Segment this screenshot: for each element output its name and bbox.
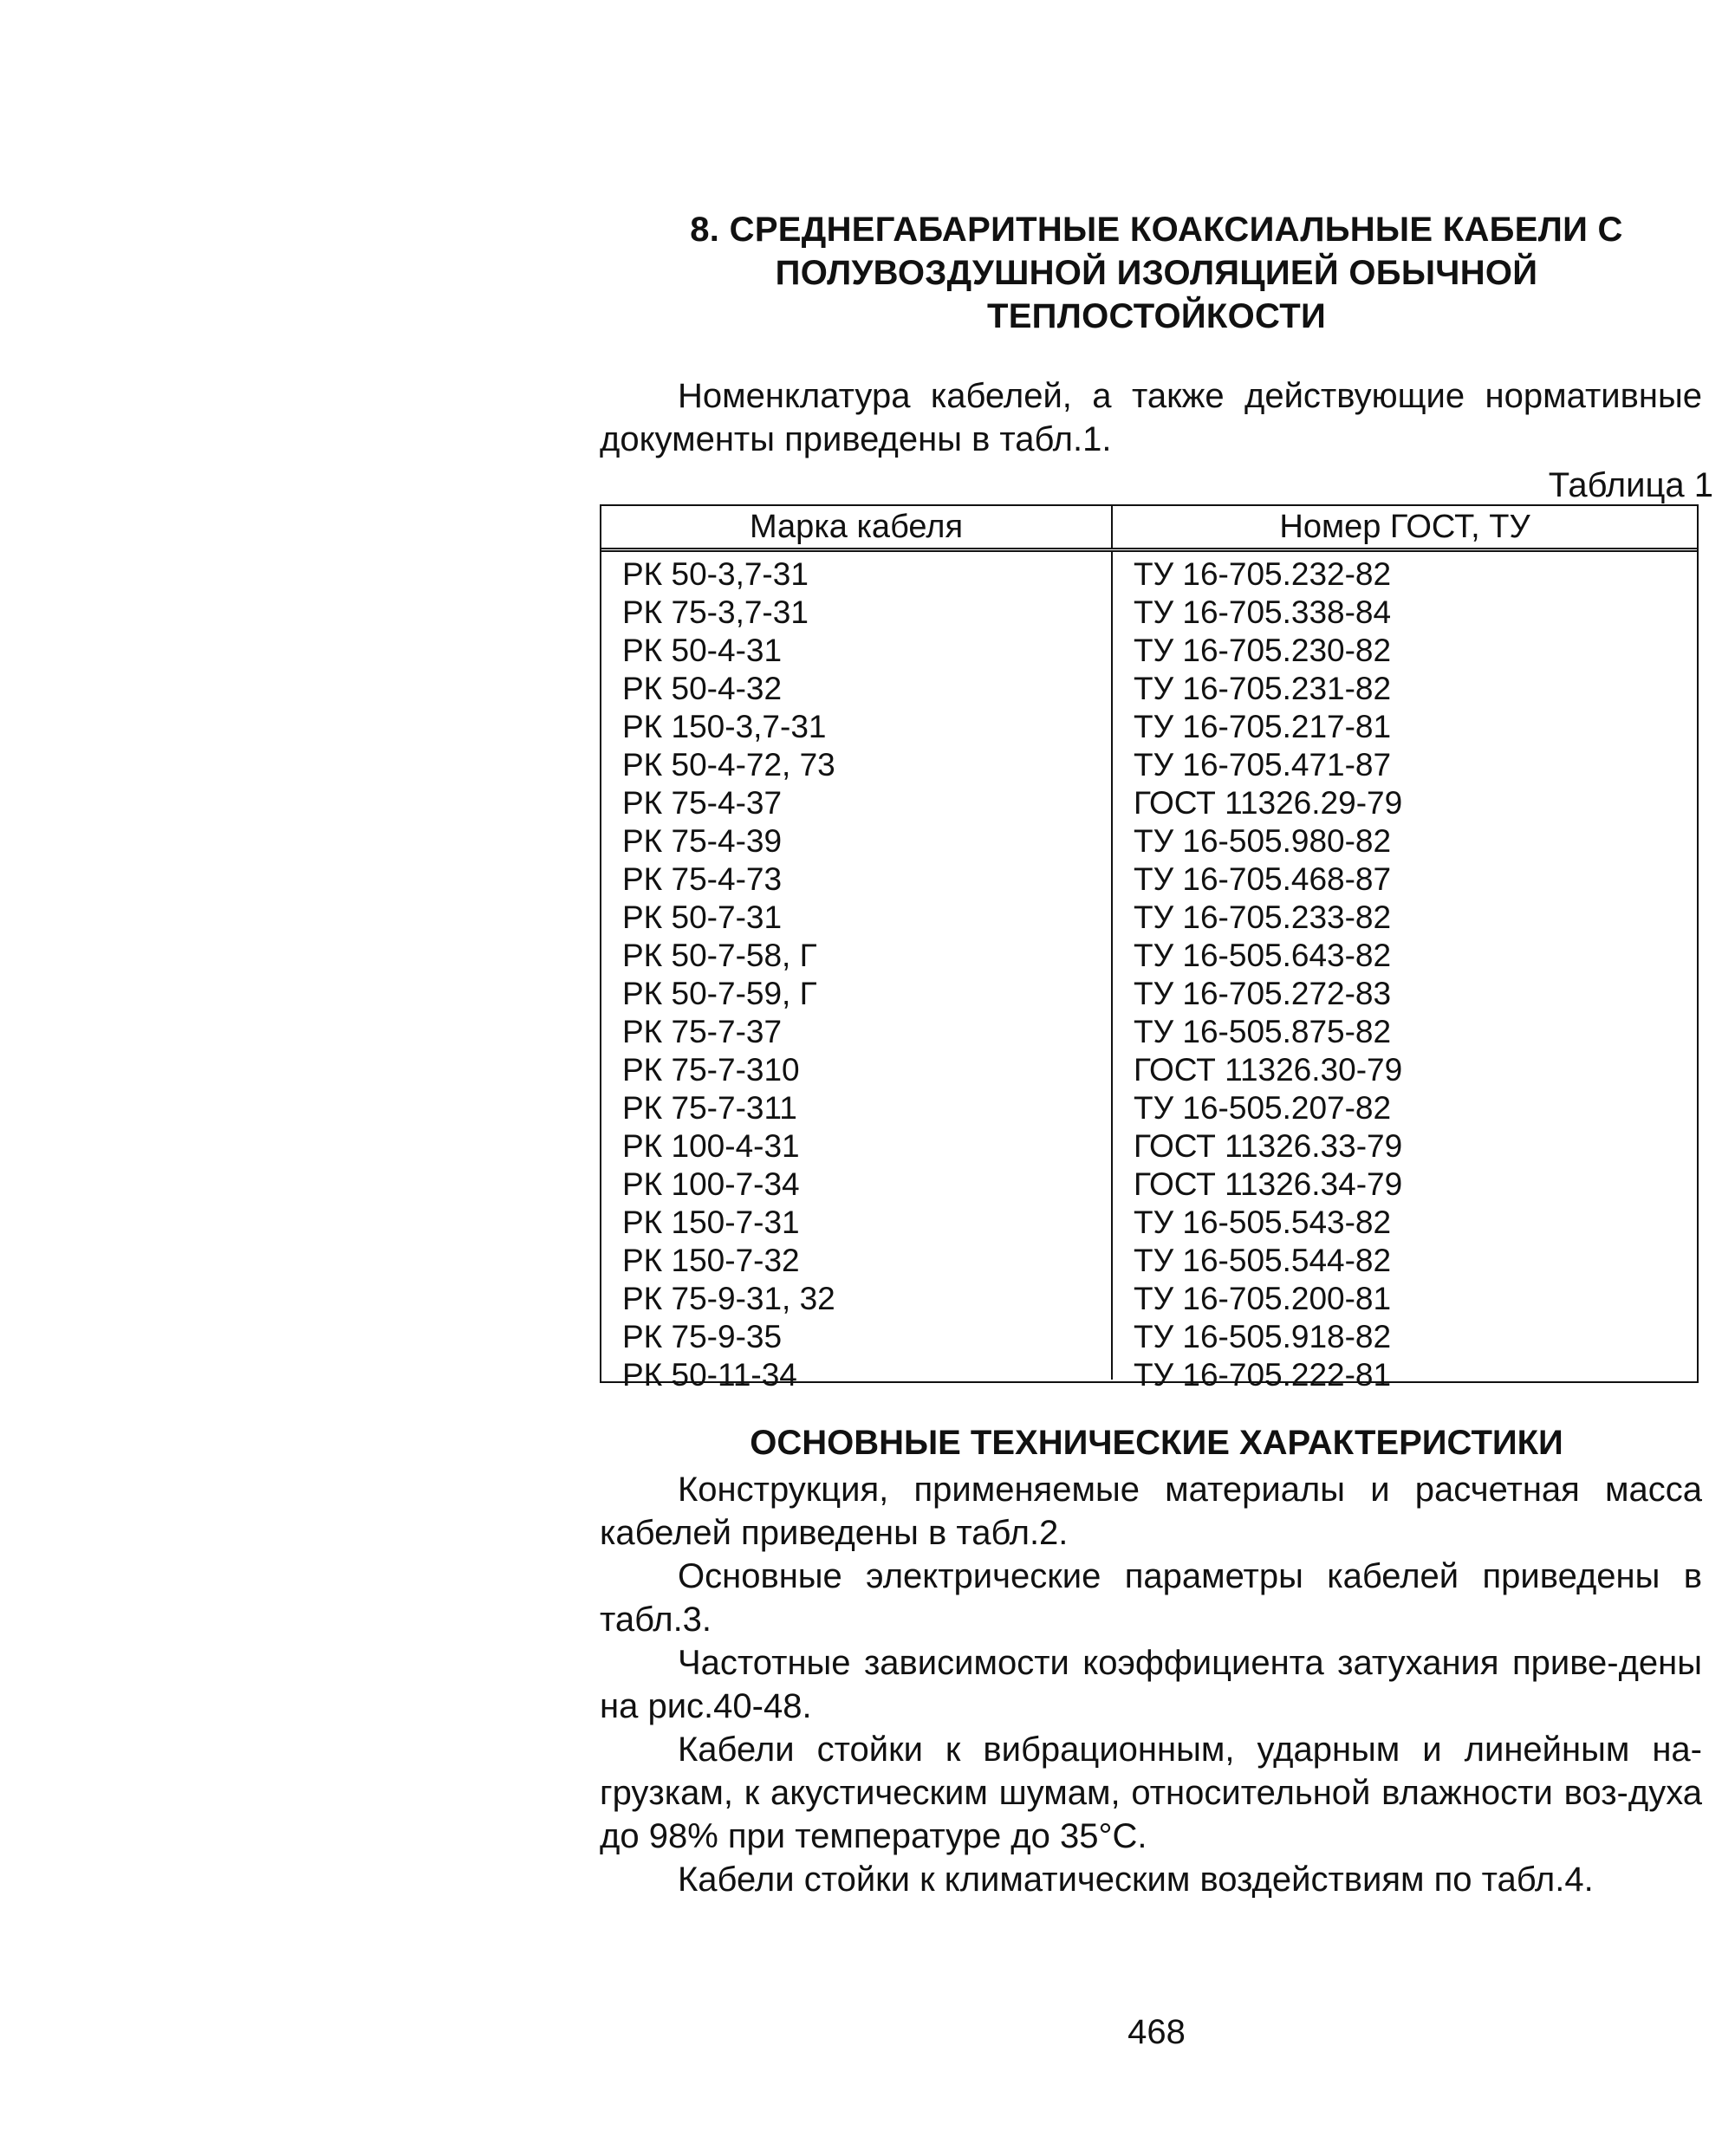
table-cell-brand: РК 75-4-39	[622, 823, 783, 859]
table-cell-brand: РК 75-9-31, 32	[622, 1281, 835, 1316]
table-cell-standard: ТУ 16-705.471-87	[1134, 747, 1392, 783]
table-cell-standard: ТУ 16-505.918-82	[1134, 1319, 1392, 1354]
table-body	[601, 552, 1697, 1393]
table-cell-standard: ТУ 16-705.217-81	[1134, 709, 1392, 744]
column-header-standard: Номер ГОСТ, ТУ	[1279, 509, 1530, 545]
table-header	[601, 506, 1697, 552]
table-cell-brand: РК 100-4-31	[622, 1128, 800, 1164]
table-cell-standard: ТУ 16-705.200-81	[1134, 1281, 1392, 1316]
table-cell-brand: РК 75-4-37	[622, 785, 783, 821]
page-number: 468	[1127, 2013, 1186, 2051]
table-cell-standard: ТУ 16-705.233-82	[1134, 899, 1392, 935]
table-cell-standard: ГОСТ 11326.34-79	[1134, 1166, 1403, 1202]
table-cell-standard: ГОСТ 11326.30-79	[1134, 1052, 1403, 1088]
table-cell-brand: РК 75-7-310	[622, 1052, 800, 1088]
chapter-title-line: ТЕПЛОСТОЙКОСТИ	[986, 297, 1327, 335]
chapter-title	[600, 208, 1713, 338]
body-paragraph: Кабели стойки к климатическим воздействиям по табл.4.	[678, 1861, 1594, 1899]
table-cell-standard: ТУ 16-705.231-82	[1134, 671, 1392, 706]
table-cell-brand: РК 75-7-37	[622, 1014, 783, 1049]
table-cell-brand: РК 75-4-73	[622, 861, 783, 897]
column-header-brand: Марка кабеля	[601, 506, 1113, 548]
intro-paragraph: Номенклатура кабелей, а также действующие нормативные документы приведены в табл.1.	[600, 377, 1702, 458]
body-paragraph: Кабели стойки к вибрационным, ударным и линейным на-грузкам, к акустическим шумам, относительной влажности воз-духа до 98% при температуре до 35°С.	[600, 1731, 1702, 1855]
chapter-title-line: ПОЛУВОЗДУШНОЙ ИЗОЛЯЦИЕЙ ОБЫЧНОЙ	[775, 254, 1538, 292]
section-body	[600, 1468, 1702, 1901]
table-cell-standard: ТУ 16-705.232-82	[1134, 556, 1392, 592]
table-cell-standard: ГОСТ 11326.33-79	[1134, 1128, 1403, 1164]
table-cell-standard: ТУ 16-505.543-82	[1134, 1205, 1392, 1240]
table-cell-standard: ТУ 16-505.980-82	[1134, 823, 1392, 859]
table-cell-brand: РК 50-7-31	[622, 899, 783, 935]
table-cell-brand: РК 150-3,7-31	[622, 709, 827, 744]
table-cell-brand: РК 50-7-58, Г	[622, 938, 817, 973]
body-paragraph: Частотные зависимости коэффициента затухания приве-дены на рис.40-48.	[600, 1644, 1702, 1725]
table-cell-brand: РК 100-7-34	[622, 1166, 800, 1202]
cable-table	[600, 504, 1699, 1393]
table-cell-brand: РК 50-11-34	[622, 1357, 797, 1393]
table-cell-standard: ТУ 16-505.875-82	[1134, 1014, 1392, 1049]
table-cell-standard: ТУ 16-505.207-82	[1134, 1090, 1392, 1126]
standard-column	[1113, 552, 1697, 1393]
table-cell-standard: ТУ 16-505.544-82	[1134, 1243, 1392, 1278]
table-cell-brand: РК 50-3,7-31	[622, 556, 809, 592]
table-cell-standard: ТУ 16-705.272-83	[1134, 976, 1392, 1011]
table-cell-standard: ТУ 16-705.222-81	[1134, 1357, 1392, 1393]
table-cell-standard: ТУ 16-705.338-84	[1134, 594, 1392, 630]
body-paragraph: Конструкция, применяемые материалы и расчетная масса кабелей приведены в табл.2.	[600, 1471, 1702, 1552]
table-cell-standard: ТУ 16-505.643-82	[1134, 938, 1392, 973]
table-cell-standard: ТУ 16-705.230-82	[1134, 633, 1392, 668]
table-cell-brand: РК 50-7-59, Г	[622, 976, 817, 1011]
table-cell-brand: РК 50-4-31	[622, 633, 783, 668]
table-cell-brand: РК 75-9-35	[622, 1319, 783, 1354]
table-cell-brand: РК 75-7-311	[622, 1090, 797, 1126]
body-paragraph: Основные электрические параметры кабелей приведены в табл.3.	[600, 1557, 1702, 1639]
table-cell-standard: ТУ 16-705.468-87	[1134, 861, 1392, 897]
table-cell-brand: РК 150-7-31	[622, 1205, 800, 1240]
document-page	[600, 0, 1713, 2156]
table-cell-brand: РК 50-4-72, 73	[622, 747, 835, 783]
table-cell-brand: РК 75-3,7-31	[622, 594, 809, 630]
table-cell-brand: РК 50-4-32	[622, 671, 783, 706]
table-cell-brand: РК 150-7-32	[622, 1243, 800, 1278]
table-caption: Таблица 1	[1548, 466, 1713, 504]
chapter-title-line: 8. СРЕДНЕГАБАРИТНЫЕ КОАКСИАЛЬНЫЕ КАБЕЛИ С	[690, 211, 1623, 249]
brand-column	[601, 552, 1113, 1393]
table-cell-standard: ГОСТ 11326.29-79	[1134, 785, 1403, 821]
section-title: ОСНОВНЫЕ ТЕХНИЧЕСКИЕ ХАРАКТЕРИСТИКИ	[750, 1424, 1563, 1462]
